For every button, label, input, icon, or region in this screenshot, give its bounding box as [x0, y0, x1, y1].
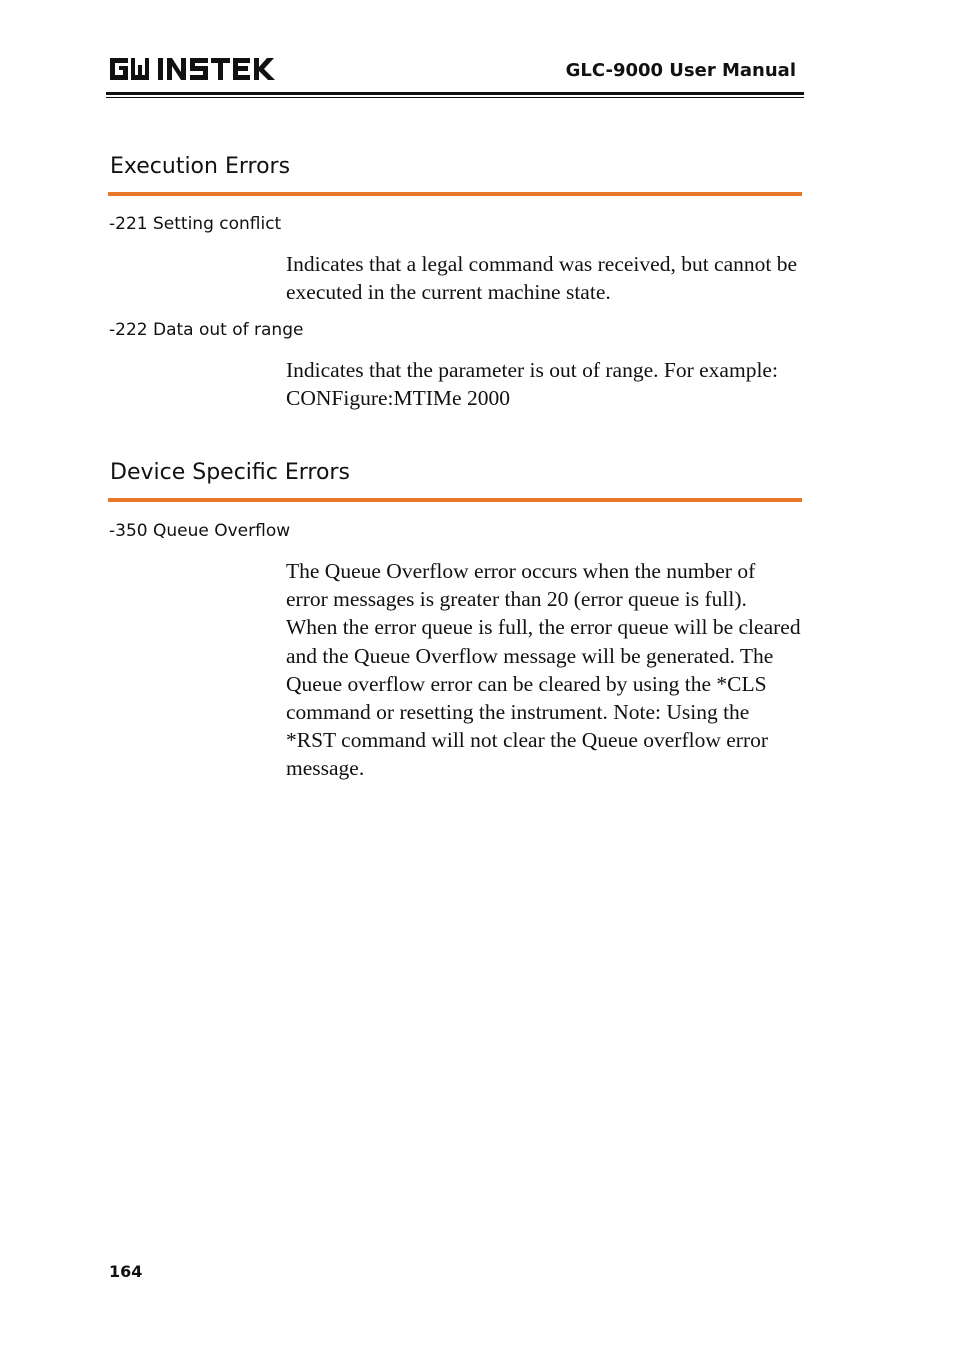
error-label-222: -222 Data out of range — [109, 320, 304, 340]
section-heading-device-specific-errors: Device Specific Errors — [110, 460, 350, 485]
page-number: 164 — [109, 1262, 143, 1281]
error-description-222: Indicates that the parameter is out of range. For example: CONFigure:MTIMe 2000 — [286, 358, 778, 411]
section-divider — [108, 498, 802, 502]
error-label-221: -221 Setting conflict — [109, 214, 282, 234]
section-divider — [108, 192, 802, 196]
section-heading-execution-errors: Execution Errors — [110, 154, 291, 179]
error-label-350: -350 Queue Overflow — [109, 521, 291, 541]
document-title: GLC-9000 User Manual — [565, 60, 796, 81]
error-description-221: Indicates that a legal command was received, but cannot be executed in the current machine state. — [286, 252, 798, 305]
error-description-350: The Queue Overflow error occurs when the number of error messages is greater than 20 (error queue is full). When the error queue is full, the error queue will be cleared and the Queue Overflow message will be generated. The Queue overflow error can be cleared by using the *CLS command or resetting the instrument. Note: Using the *RST command will not clear the Queue overflow error message. — [286, 559, 801, 781]
header-rule — [106, 92, 804, 95]
gw-instek-logo — [108, 55, 280, 83]
header-rule-thin — [106, 97, 804, 98]
